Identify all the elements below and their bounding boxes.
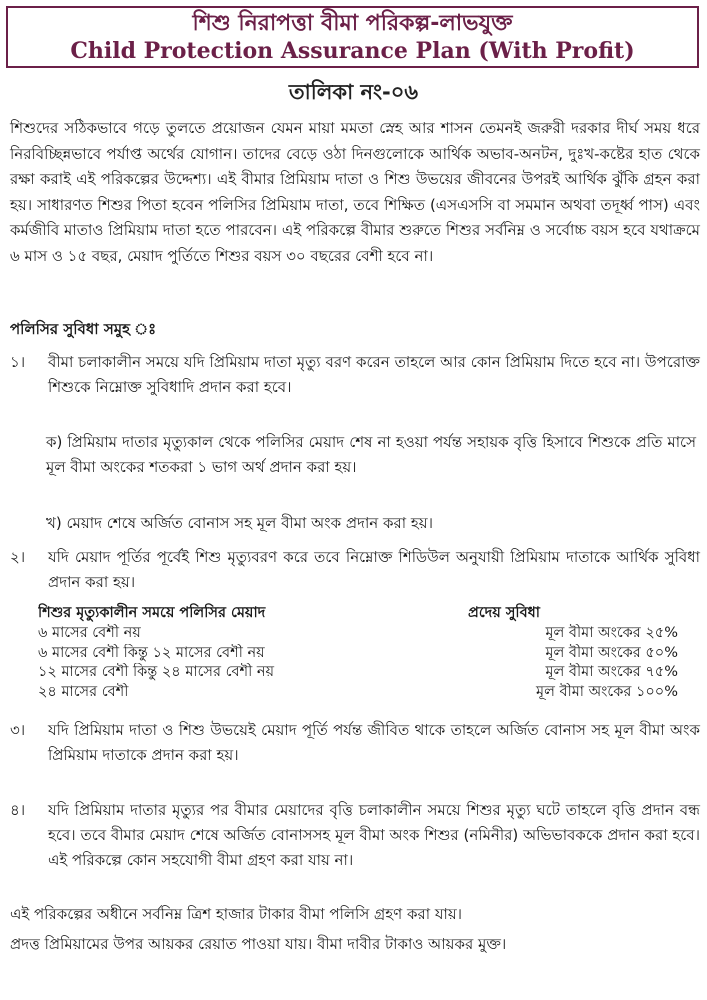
benefit-item-4: [10, 798, 700, 873]
schedule-term: ৬ মাসের বেশী কিন্তু ১২ মাসের বেশী নয়: [38, 644, 265, 661]
schedule-term: ২৪ মাসের বেশী: [38, 683, 129, 700]
schedule-header-term: শিশুর মৃত্যুকালীন সময়ে পলিসির মেয়াদ: [38, 605, 266, 621]
benefit-item-2: [10, 545, 700, 595]
minimum-sum-note: এই পরিকল্পের অধীনে সর্বনিম্ন ত্রিশ হাজার টাকার বীমা পলিসি গ্রহণ করা যায়।: [10, 905, 463, 923]
item-text: বীমা চলাকালীন সময়ে যদি প্রিমিয়াম দাতা মৃত্যু বরণ করেন তাহলে আর কোন প্রিমিয়াম দিতে হবে না। উপরোক্ত শিশুকে নিম্নোক্ত সুবিধাদি প্রদান করা হবে।: [48, 353, 700, 396]
schedule-row: [38, 644, 678, 664]
title-bengali: শিশু নিরাপত্তা বীমা পরিকল্প-লাভযুক্ত: [192, 11, 513, 36]
item-number: ৩।: [10, 721, 26, 739]
benefit-item-1: [10, 350, 700, 400]
item-text: যদি প্রিমিয়াম দাতার মৃত্যুর পর বীমার মেয়াদের বৃত্তি চলাকালীন সময়ে শিশুর মৃত্যু ঘটে তাহলে বৃত্তি প্রদান বন্ধ হবে। তবে বীমার মেয়াদ শেষে অর্জিত বোনাসসহ মূল বীমা অংক শিশুর (নমিনীর) অভিভাবককে প্রদান করা হবে। এই পরিকল্পে কোন সহযোগী বীমা গ্রহণ করা যায় না।: [48, 801, 700, 869]
schedule-term: ৬ মাসের বেশী নয়: [38, 625, 141, 641]
title-box: [6, 6, 699, 68]
item-number: ১।: [10, 353, 26, 371]
benefit-sub-a: ক) প্রিমিয়াম দাতার মৃত্যুকাল থেকে পলিসির মেয়াদ শেষ না হওয়া পর্যন্ত সহায়ক বৃত্তি হিসাবে শিশুকে প্রতি মাসে মূল বীমা অংকের শতকরা ১ ভাগ অর্থ প্রদান করা হয়।: [46, 433, 696, 476]
schedule-benefit: মূল বীমা অংকের ২৫%: [545, 625, 678, 641]
death-benefit-schedule: [38, 602, 678, 702]
benefits-heading: পলিসির সুবিধা সমুহ ঃ: [10, 320, 157, 338]
item-number: ৪।: [10, 801, 26, 819]
schedule-row: [38, 663, 678, 683]
benefit-sub-b: খ) মেয়াদ শেষে অর্জিত বোনাস সহ মূল বীমা অংক প্রদান করা হয়।: [46, 514, 433, 532]
schedule-header-row: [38, 602, 678, 624]
schedule-row: [38, 624, 678, 644]
schedule-benefit: মূল বীমা অংকের ৭৫%: [545, 664, 678, 680]
benefit-item-3: [10, 718, 700, 768]
item-number: ২।: [10, 548, 26, 566]
title-english: Child Protection Assurance Plan (With Profit): [70, 38, 635, 64]
schedule-benefit: মূল বীমা অংকের ১০০%: [536, 683, 678, 700]
table-number: তালিকা নং-০৬: [288, 80, 419, 104]
tax-rebate-note: প্রদত্ত প্রিমিয়ামের উপর আয়কর রেয়াত পাওয়া যায়। বীমা দাবীর টাকাও আয়কর মুক্ত।: [10, 935, 507, 953]
schedule-header-benefit: প্রদেয় সুবিধা: [468, 605, 540, 621]
schedule-row: [38, 683, 678, 703]
intro-paragraph: শিশুদের সঠিকভাবে গড়ে তুলতে প্রয়োজন যেমন মায়া মমতা স্নেহ আর শাসন তেমনই জরুরী দরকার দীর্ঘ সময় ধরে নিরবিচ্ছিন্নভাবে পর্যাপ্ত অর্থের যোগান। তাদের বেড়ে ওঠা দিনগুলোকে আর্থিক অভাব-অনটন, দুঃখ-কষ্টের হাত থেকে রক্ষা করাই এই পরিকল্পের উদ্দেশ্য। এই বীমার প্রিমিয়াম দাতা ও শিশু উভয়ের জীবনের উপরই আর্থিক ঝুঁকি গ্রহন করা হয়। সাধারণত শিশুর পিতা হবেন পলিসির প্রিমিয়াম দাতা, তবে শিক্ষিত (এসএসসি বা সমমান অথবা তদূর্ধ্ব পাস) এবং কর্মজীবি মাতাও প্রিমিয়াম দাতা হতে পারবেন। এই পরিকল্পে বীমার শুরুতে শিশুর সর্বনিম্ন ও সর্বোচ্চ বয়স হবে যথাক্রমে ৬ মাস ও ১৫ বছর, মেয়াদ পুর্তিতে শিশুর বয়স ৩০ বছরের বেশী হবে না।: [10, 119, 700, 265]
item-text: যদি প্রিমিয়াম দাতা ও শিশু উভয়েই মেয়াদ পূর্তি পর্যন্ত জীবিত থাকে তাহলে অর্জিত বোনাস সহ মূল বীমা অংক প্রিমিয়াম দাতাকে প্রদান করা হয়।: [48, 721, 700, 764]
schedule-benefit: মূল বীমা অংকের ৫০%: [545, 644, 678, 661]
schedule-term: ১২ মাসের বেশী কিন্তু ২৪ মাসের বেশী নয়: [38, 664, 275, 680]
item-text: যদি মেয়াদ পূর্তির পূর্বেই শিশু মৃত্যুবরণ করে তবে নিম্নোক্ত শিডিউল অনুযায়ী প্রিমিয়াম দাতাকে আর্থিক সুবিধা প্রদান করা হয়।: [48, 548, 700, 591]
